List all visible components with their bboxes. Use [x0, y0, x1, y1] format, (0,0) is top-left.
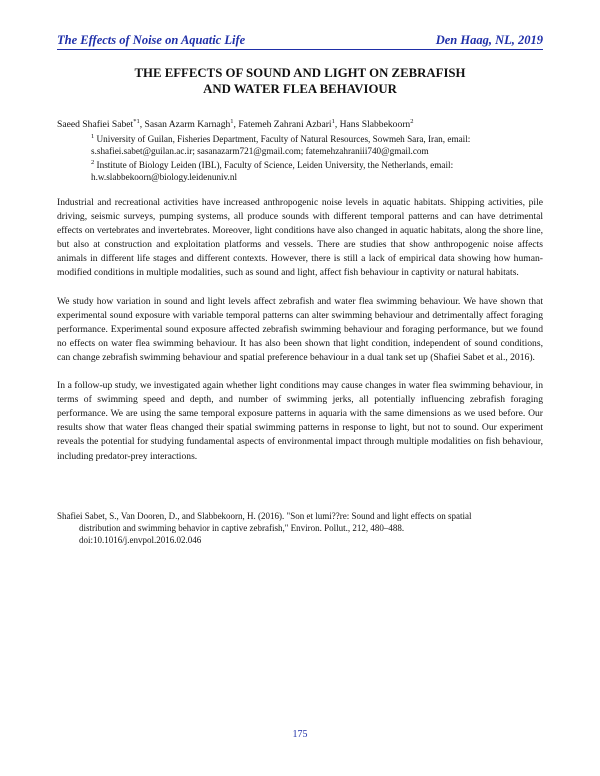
affiliation-2	[57, 157, 543, 183]
author-name: Fatemeh Zahrani Azbari	[238, 119, 332, 131]
author-name: Saeed Shafiei Sabet	[57, 119, 134, 131]
author-sup: *1	[133, 118, 140, 125]
affiliation-text: Institute of Biology Leiden (IBL), Faculty of Science, Leiden University, the Netherlands, email:	[96, 160, 454, 171]
abstract-body	[57, 196, 543, 478]
header-location: Den Haag, NL, 2019	[435, 33, 543, 47]
author-sup: 1	[230, 118, 234, 125]
paragraph-3: In a follow-up study, we investigated again whether light conditions may cause changes in water flea swimming behaviour, in terms of swimming speed and depth, and number of swimming jerks, all potentially influencing zebrafish foraging performance. We are using the same temporal exposure patterns in aquaria with the same dimensions as we used before. Our results show that water fleas changed their spatial swimming patterns in response to light, but not to sound. Our experiment reveals the potential for studying fundamental aspects of environmental impact through multiple modalities on fish behaviour, including predator-prey interactions.	[57, 380, 543, 462]
affiliation-emails: h.w.slabbekoorn@biology.leidenuniv.nl	[91, 172, 237, 183]
author-sup: 2	[410, 118, 414, 125]
author-block	[57, 116, 543, 183]
affiliation-emails: s.shafiei.sabet@guilan.ac.ir; sasanazarm721@gmail.com; fatemehzahraniii740@gmail.com	[91, 146, 429, 157]
reference-doi: doi:10.1016/j.envpol.2016.02.046	[79, 535, 202, 545]
affiliation-1	[57, 131, 543, 157]
paragraph-2: We study how variation in sound and light levels affect zebrafish and water flea swimming behaviour. We have shown that experimental sound exposure with variable temporal patterns can alter swimming behaviour and detrimentally affect foraging performance. Experimental sound exposure affected zebrafish swimming behaviour and foraging performance, but we found no effects on water flea swimming behaviour. It has also been shown that light condition, independent of sound conditions, can change zebrafish swimming behaviour and spatial preference behaviour in a dual tank set up (Shafiei Sabet et al., 2016).	[57, 295, 543, 363]
reference-line-2: distribution and swimming behavior in captive zebrafish," Environ. Pollut., 212, 480–488.	[79, 523, 405, 533]
author-name: Hans Slabbekoorn	[339, 119, 411, 131]
page-number: 175	[292, 729, 308, 740]
author-sup: 1	[331, 118, 335, 125]
author-list: Saeed Shafiei Sabet$^{*1}$, Sasan Azarm Karnagh$^1$, Fatemeh Zahrani Azbari$^1$, Hans Slabbekoorn$^2$	[57, 118, 414, 131]
header-title: The Effects of Noise on Aquatic Life	[57, 33, 246, 47]
affiliation-text: University of Guilan, Fisheries Department, Faculty of Natural Resources, Sowmeh Sara, Iran, email:	[96, 134, 471, 145]
affiliation-sup: 2	[91, 159, 95, 167]
running-header	[57, 33, 543, 50]
author-name: Sasan Azarm Karnagh	[144, 119, 231, 131]
paper-title	[57, 65, 543, 97]
title-line-2: AND WATER FLEA BEHAVIOUR	[203, 82, 397, 96]
affiliation-sup: 1	[91, 133, 95, 141]
reference-entry	[57, 510, 543, 546]
reference-line-1: Shafiei Sabet, S., Van Dooren, D., and Slabbekoorn, H. (2016). "Son et lumi??re: Sound and light effects on spatial	[57, 511, 472, 521]
title-line-1: THE EFFECTS OF SOUND AND LIGHT ON ZEBRAFISH	[134, 66, 466, 80]
paragraph-1: Industrial and recreational activities have increased anthropogenic noise levels in aquatic habitats. Shipping activities, pile driving, seismic surveys, pumping systems, all produce sounds with different temporal patterns and can have detrimental effects on vertebrates and invertebrates. Moreover, light conditions have also changed in aquatic habitats, along the shore line, but also at construction and exploitation platforms and vessels. There are studies that show anthropogenic noise affects animals in different life stages and different contexts. However, there is still a lack of empirical data showing how human-modified conditions in multiple modalities, such as sound and light, affect fish behaviour in captivity or natural habitats.	[57, 197, 543, 279]
